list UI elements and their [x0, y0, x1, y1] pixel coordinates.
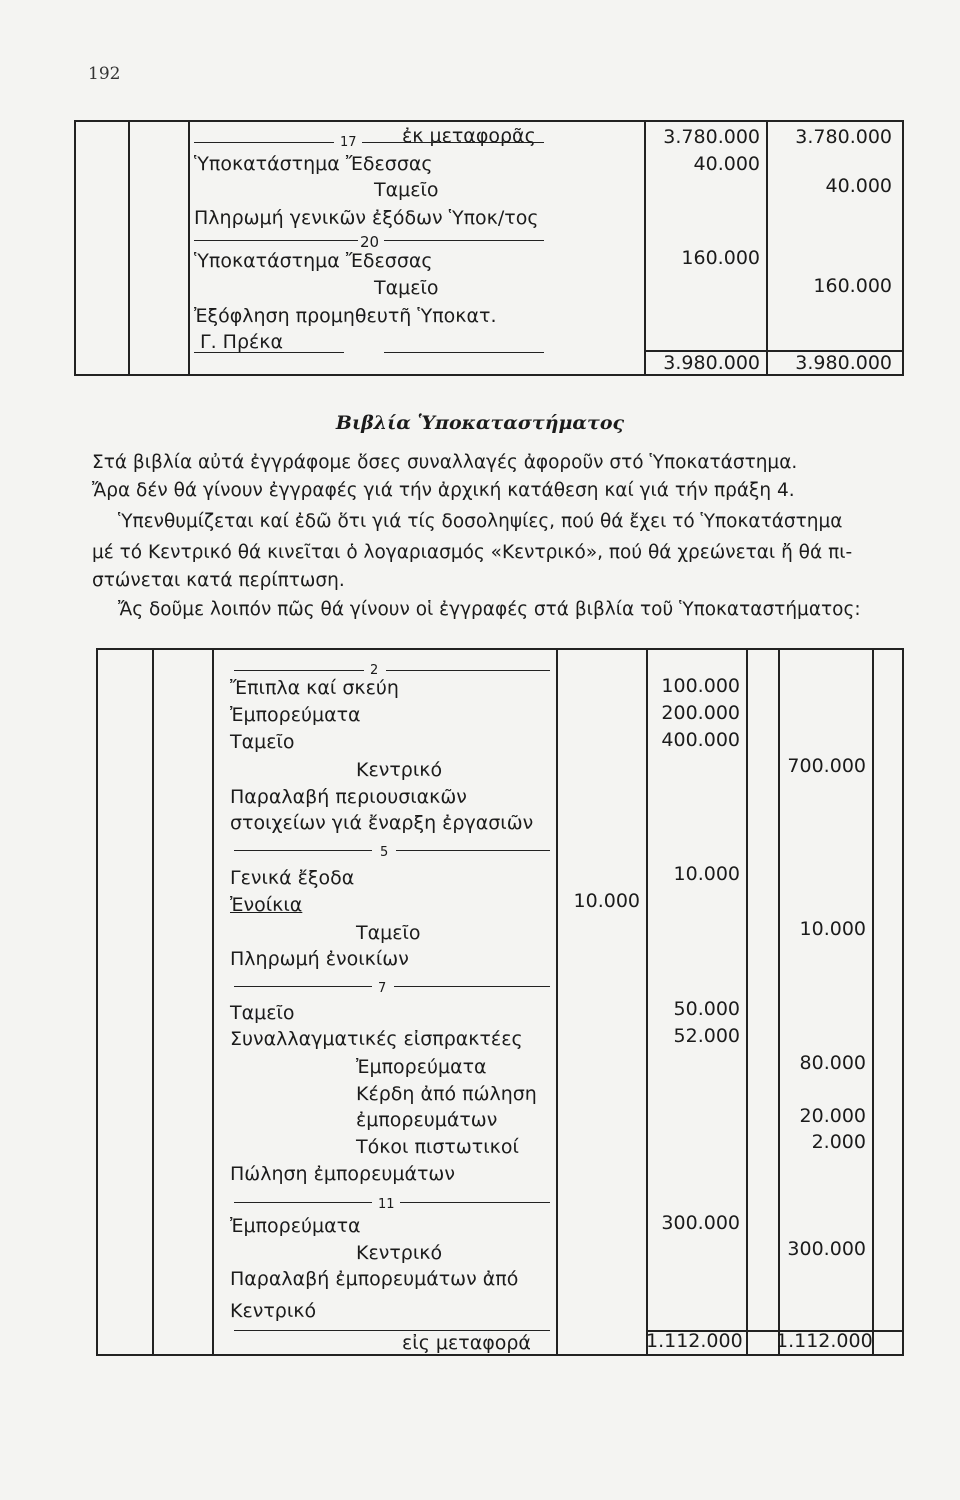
top-table-column-rule	[766, 120, 768, 376]
bottom-table-column-rule	[746, 648, 748, 1356]
top-table-column-rule	[188, 120, 190, 376]
entry-5-rule-right	[396, 850, 550, 851]
entry-2-credit-account: Κεντρικό	[356, 759, 443, 781]
bottom-table-column-rule	[872, 648, 874, 1356]
entry-11-debit-amount: 300.000	[661, 1212, 740, 1234]
entry-7-rule-left	[234, 986, 372, 987]
entry-5-sub-account: Ἐνοίκια	[230, 894, 303, 916]
entry-20-number: 20	[360, 233, 380, 251]
bottom-table-column-rule	[152, 648, 154, 1356]
paragraph-line: Ἄς δοῦμε λοιπόν πῶς θά γίνουν οἱ ἐγγραφές στά βιβλία τοῦ Ὑποκαταστήματος:	[118, 599, 861, 620]
entry-20-debit-account: Ὑποκατάστημα Ἔδεσσας	[194, 250, 433, 272]
entry-17-credit-amount: 40.000	[825, 175, 892, 197]
paragraph-line: Ὑπενθυμίζεται καί ἐδῶ ὅτι γιά τίς δοσοληψίες, πού θά ἔχει τό Ὑποκατάστημα	[118, 511, 843, 532]
entry-20-credit-amount: 160.000	[813, 275, 892, 297]
page-number: 192	[88, 64, 121, 84]
top-table-column-rule	[128, 120, 130, 376]
entry-17-number: 17	[340, 135, 357, 150]
entry-5-debit-amount: 10.000	[673, 863, 740, 885]
carried-forward-credit: 3.780.000	[795, 126, 892, 148]
entry-11-description-line2: Κεντρικό	[230, 1300, 317, 1322]
entry-2-debit-account-1: Ἔπιπλα καί σκεύη	[230, 677, 399, 699]
entry-11-debit-account: Ἐμπορεύματα	[230, 1215, 361, 1237]
entry-20-rule-left	[194, 240, 358, 241]
entry-17-description: Πληρωμή γενικῶν ἐξόδων Ὑποκ/τος	[194, 207, 539, 229]
entry-17-rule-left	[194, 142, 334, 143]
entry-7-credit-amount-2: 20.000	[799, 1105, 866, 1127]
entry-20-credit-account: Ταμεῖο	[374, 277, 439, 299]
entry-5-credit-amount: 10.000	[799, 918, 866, 940]
bottom-table-column-rule	[212, 648, 214, 1356]
carried-forward-debit: 3.780.000	[663, 126, 760, 148]
carry-forward-credit: 1.112.000	[776, 1330, 873, 1352]
entry-11-credit-amount: 300.000	[787, 1238, 866, 1260]
entry-7-description: Πώληση ἐμπορευμάτων	[230, 1163, 455, 1185]
entry-17-separator	[194, 134, 544, 135]
entry-17-debit-amount: 40.000	[693, 153, 760, 175]
entry-7-credit-account-2-line1: Κέρδη ἀπό πώληση	[356, 1083, 537, 1105]
entry-2-debit-account-2: Ἐμπορεύματα	[230, 704, 361, 726]
paragraph-line: Ἄρα δέν θά γίνουν ἐγγραφές γιά τήν ἀρχική κατάθεση καί γιά τήν πράξη 4.	[92, 480, 795, 501]
entry-7-debit-amount-2: 52.000	[673, 1025, 740, 1047]
entry-7-credit-account-1: Ἐμπορεύματα	[356, 1056, 487, 1078]
entry-2-number: 2	[370, 663, 379, 678]
paragraph-line: μέ τό Κεντρικό θά κινεῖται ὁ λογαριασμός «Κεντρικό», πού θά χρεώνεται ἤ θά πι-	[92, 542, 853, 563]
paragraph-line: Στά βιβλία αὐτά ἐγγράφομε ὅσες συναλλαγές ἀφοροῦν στό Ὑποκατάστημα.	[92, 452, 798, 473]
entry-7-debit-account-1: Ταμεῖο	[230, 1002, 295, 1024]
entry-11-rule-right	[400, 1202, 550, 1203]
entry-11-number: 11	[378, 1197, 395, 1212]
entry-2-debit-amount-3: 400.000	[661, 729, 740, 751]
entry-2-debit-amount-1: 100.000	[661, 675, 740, 697]
entry-11-rule-left	[234, 1202, 372, 1203]
entry-20-description-line2: Γ. Πρέκα	[200, 331, 284, 353]
entry-2-description-line1: Παραλαβή περιουσιακῶν	[230, 786, 467, 808]
entry-7-credit-amount-3: 2.000	[811, 1131, 866, 1153]
top-total-credit: 3.980.000	[795, 352, 892, 374]
entry-5-description: Πληρωμή ἐνοικίων	[230, 948, 409, 970]
entry-7-number: 7	[378, 981, 387, 996]
entry-17-rule-right	[362, 142, 544, 143]
entry-11-description-line1: Παραλαβή ἐμπορευμάτων ἀπό	[230, 1268, 519, 1290]
entry-2-credit-amount: 700.000	[787, 755, 866, 777]
entry-5-credit-account: Ταμεῖο	[356, 922, 421, 944]
entry-7-rule-right	[394, 986, 550, 987]
entry-7-credit-amount-1: 80.000	[799, 1052, 866, 1074]
entry-20-debit-amount: 160.000	[681, 247, 760, 269]
entry-2-rule-right	[386, 670, 550, 671]
entry-5-debit-account: Γενικά ἔξοδα	[230, 867, 355, 889]
carried-forward-label: ἐκ μεταφορᾶς	[402, 125, 536, 147]
entry-20-closing-rule	[384, 352, 544, 353]
entry-5-rule-left	[234, 850, 372, 851]
bottom-table-column-rule	[556, 648, 558, 1356]
entry-17-credit-account: Ταμεῖο	[374, 179, 439, 201]
carry-rule	[234, 1330, 550, 1331]
entry-17-debit-account: Ὑποκατάστημα Ἔδεσσας	[194, 153, 433, 175]
entry-7-debit-account-2: Συναλλαγματικές εἰσπρακτέες	[230, 1028, 523, 1050]
entry-5-sub-amount: 10.000	[573, 890, 640, 912]
entry-20-description-line1: Ἐξόφληση προμηθευτῆ Ὑποκατ.	[194, 305, 497, 327]
entry-5-number: 5	[380, 845, 389, 860]
section-title: Βιβλία Ὑποκαταστήματος	[335, 412, 625, 434]
entry-20-rule-right	[384, 240, 544, 241]
top-table-column-rule	[644, 120, 646, 376]
entry-2-debit-amount-2: 200.000	[661, 702, 740, 724]
carry-forward-label: εἰς μεταφορά	[402, 1332, 531, 1354]
entry-20-closing-rule	[194, 352, 344, 353]
entry-7-credit-account-2-line2: ἐμπορευμάτων	[356, 1109, 498, 1131]
paragraph-line: στώνεται κατά περίπτωση.	[92, 570, 345, 591]
entry-11-credit-account: Κεντρικό	[356, 1242, 443, 1264]
entry-2-description-line2: στοιχείων γιά ἔναρξη ἐργασιῶν	[230, 812, 534, 834]
entry-2-rule-left	[234, 670, 364, 671]
entry-2-debit-account-3: Ταμεῖο	[230, 731, 295, 753]
top-total-debit: 3.980.000	[663, 352, 760, 374]
entry-7-debit-amount-1: 50.000	[673, 998, 740, 1020]
entry-7-credit-account-3: Τόκοι πιστωτικοί	[356, 1136, 519, 1158]
carry-forward-debit: 1.112.000	[646, 1330, 743, 1352]
